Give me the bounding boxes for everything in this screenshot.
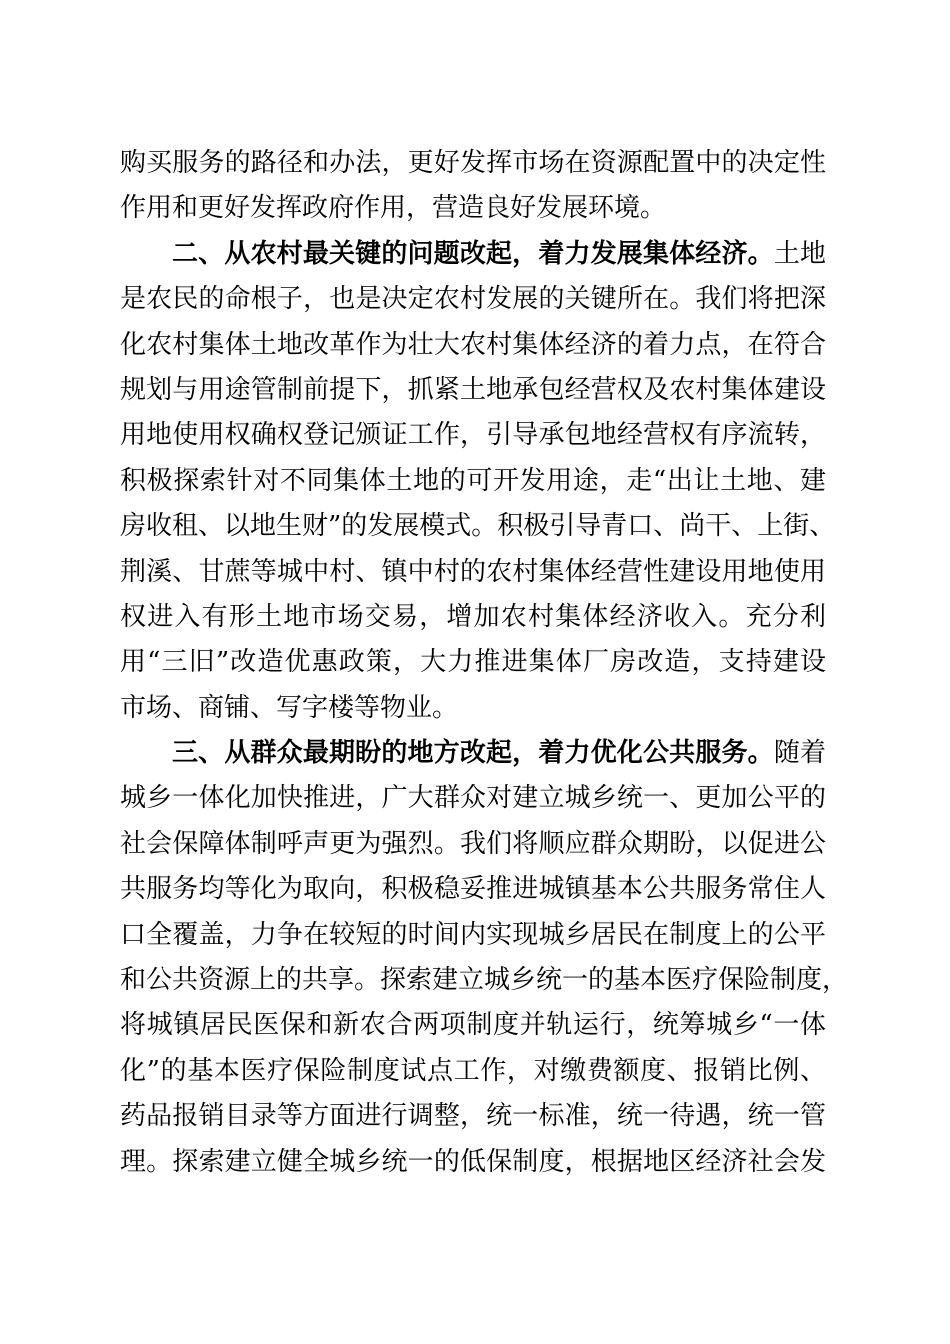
section-heading: 三、从群众最期盼的地方改起，着力优化公共服务。 — [172, 738, 774, 769]
text-line: 积极探索针对不同集体土地的可开发用途，走“出让土地、建 — [120, 465, 826, 496]
text-line: 将城镇居民医保和新农合两项制度并轨运行，统筹城乡“一体 — [120, 1010, 826, 1041]
text-line: 是农民的命根子，也是决定农村发展的关键所在。我们将把深 — [120, 284, 826, 315]
section-heading: 二、从农村最关键的问题改起，着力发展集体经济。 — [172, 238, 774, 269]
text-line: 药品报销目录等方面进行调整，统一标准，统一待遇，统一管 — [120, 1101, 826, 1132]
text-line: 共服务均等化为取向，积极稳妥推进城镇基本公共服务常住人 — [120, 874, 826, 905]
paragraph-2 — [120, 232, 836, 731]
text-line: 用“三旧”改造优惠政策，大力推进集体厂房改造，支持建设 — [120, 647, 826, 678]
text-line: 理。探索建立健全城乡统一的低保制度，根据地区经济社会发 — [120, 1146, 826, 1177]
text-line: 市场、商铺、写字楼等物业。 — [120, 692, 459, 723]
heading-line-text: 土地 — [773, 238, 826, 269]
text-line: 口全覆盖，力争在较短的时间内实现城乡居民在制度上的公平 — [120, 919, 826, 950]
text-line: 城乡一体化加快推进，广大群众对建立城乡统一、更加公平的 — [120, 783, 826, 814]
paragraph-first-line — [120, 232, 826, 277]
paragraph-first-line — [120, 731, 826, 776]
text-line: 规划与用途管制前提下，抓紧土地承包经营权及农村集体建设 — [120, 374, 826, 405]
text-line: 社会保障体制呼声更为强烈。我们将顺应群众期盼，以促进公 — [120, 828, 826, 859]
text-line: 荆溪、甘蔗等城中村、镇中村的农村集体经营性建设用地使用 — [120, 556, 826, 587]
document-body — [120, 141, 849, 1185]
paragraph-3 — [120, 731, 849, 1185]
heading-line-text: 随着 — [773, 738, 826, 769]
text-line: 作用和更好发挥政府作用，营造良好发展环境。 — [120, 193, 667, 224]
text-line: 用地使用权确权登记颁证工作，引导承包地经营权有序流转， — [120, 420, 826, 451]
text-line: 化农村集体土地改革作为壮大农村集体经济的着力点，在符合 — [120, 329, 826, 360]
text-line: 化”的基本医疗保险制度试点工作，对缴费额度、报销比例、 — [120, 1055, 826, 1086]
text-line: 购买服务的路径和办法，更好发挥市场在资源配置中的决定性 — [120, 148, 826, 178]
text-line: 权进入有形土地市场交易，增加农村集体经济收入。充分利 — [120, 601, 826, 632]
paragraph-1 — [120, 141, 826, 232]
text-line: 和公共资源上的共享。探索建立城乡统一的基本医疗保险制度， — [120, 965, 849, 996]
text-line: 房收租、以地生财”的发展模式。积极引导青口、尚干、上街、 — [120, 511, 836, 542]
